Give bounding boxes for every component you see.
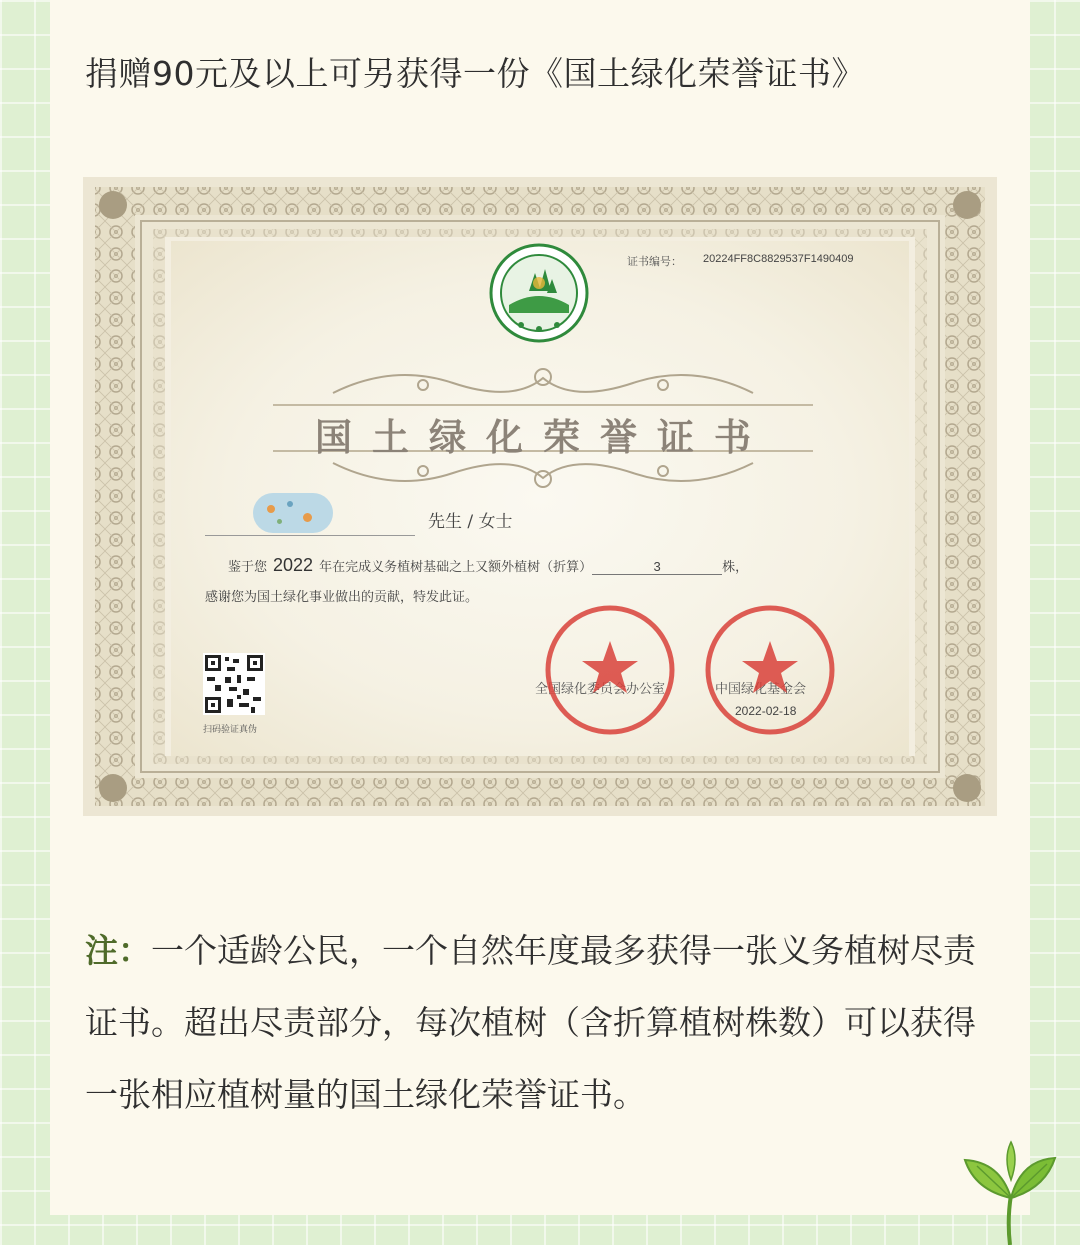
note-text: 一个适龄公民，一个自然年度最多获得一张义务植树尽责证书。超出尽责部分，每次植树（含折算植树株数）可以获得一张相应植树量的国土绿化荣誉证书。	[85, 931, 976, 1114]
issuer-1: 全国绿化委员会办公室	[535, 682, 666, 697]
body-prefix: 鉴于您	[228, 560, 268, 575]
qr-code-icon	[203, 653, 265, 715]
issue-date: 2022-02-18	[735, 704, 797, 718]
tree-quantity: 3	[592, 559, 722, 575]
greening-emblem-icon	[489, 243, 589, 343]
body-middle: 年在完成义务植树基础之上又额外植树（折算）	[319, 560, 593, 575]
red-seal-1-icon	[543, 603, 677, 737]
certificate-image	[83, 177, 997, 816]
certificate-year: 2022	[273, 555, 314, 575]
issuer-2: 中国绿化基金会	[715, 682, 807, 697]
note-paragraph	[85, 915, 990, 1131]
certificate-body-line2: 感谢您为国土绿化事业做出的贡献，特发此证。	[205, 590, 479, 605]
body-suffix: 株，	[722, 560, 749, 575]
honorific: 先生 / 女士	[428, 512, 513, 532]
cert-number: 20224FF8C8829537F1490409	[703, 253, 854, 265]
intro-text: 捐赠90元及以上可另获得一份《国土绿化荣誉证书》	[85, 54, 865, 93]
qr-caption: 扫码验证真伪	[203, 725, 258, 735]
certificate-body-line1	[228, 555, 748, 576]
name-underline	[205, 535, 415, 536]
cert-number-label: 证书编号：	[627, 255, 682, 268]
redacted-name	[253, 493, 333, 533]
sprout-leaf-icon	[955, 1140, 1065, 1245]
certificate-title: 国土绿化荣誉证书	[315, 416, 771, 459]
note-label: 注：	[85, 931, 151, 970]
